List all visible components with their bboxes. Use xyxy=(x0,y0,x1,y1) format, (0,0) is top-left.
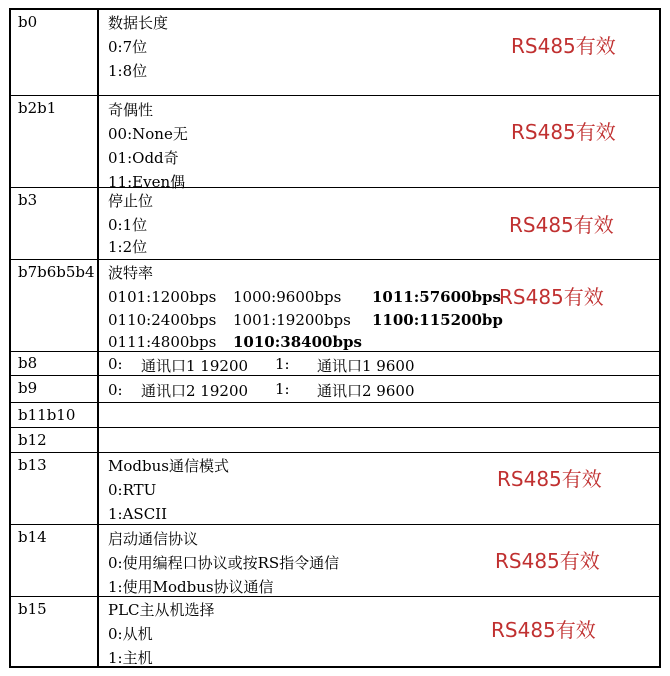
baud-option: 1010:38400bps xyxy=(233,333,362,351)
baud-option: 1011:57600bps xyxy=(372,288,501,306)
port-baud-value: 通讯口1 19200 xyxy=(141,357,249,375)
bit-description xyxy=(99,10,659,95)
bit-description xyxy=(99,428,659,452)
row-title: Modbus通信模式 xyxy=(108,457,229,475)
table-row xyxy=(11,96,659,191)
rs485-note: RS485有效 xyxy=(511,34,616,58)
table-row xyxy=(11,403,659,428)
rs485-note: RS485有效 xyxy=(491,618,596,642)
table-row xyxy=(11,352,659,376)
bit-description xyxy=(99,597,659,666)
bit-description xyxy=(99,260,659,351)
bit-key: b8 xyxy=(11,352,99,375)
row-title: 启动通信协议 xyxy=(108,530,199,548)
option-code: 0: xyxy=(108,355,123,373)
bit-key: b2b1 xyxy=(11,96,99,187)
option-line: 0:RTU xyxy=(108,481,157,499)
table-row xyxy=(11,376,659,403)
row-title: 波特率 xyxy=(108,264,154,282)
baud-option: 0110:2400bps xyxy=(108,311,217,329)
row-title: PLC主从机选择 xyxy=(108,601,215,619)
table-row xyxy=(11,10,659,96)
option-line: 01:Odd奇 xyxy=(108,149,179,167)
table-row xyxy=(11,597,659,666)
baud-option: 1100:115200bp xyxy=(372,311,503,329)
port-baud-value: 通讯口2 9600 xyxy=(317,382,415,400)
port-baud-value: 通讯口1 9600 xyxy=(317,357,415,375)
bit-key: b13 xyxy=(11,453,99,524)
option-line: 1:8位 xyxy=(108,62,148,80)
bit-description xyxy=(99,403,659,427)
option-line: 1:使用Modbus协议通信 xyxy=(108,578,274,596)
baud-option: 1000:9600bps xyxy=(233,288,342,306)
table-row xyxy=(11,188,659,260)
option-code: 0: xyxy=(108,381,123,399)
bit-key: b14 xyxy=(11,525,99,596)
bit-description xyxy=(99,96,659,191)
rs485-note: RS485有效 xyxy=(495,549,600,573)
option-line: 1:2位 xyxy=(108,238,148,256)
register-bit-table xyxy=(9,8,661,668)
rs485-note: RS485有效 xyxy=(499,285,604,309)
rs485-note: RS485有效 xyxy=(509,213,614,237)
option-line: 0:使用编程口协议或按RS指令通信 xyxy=(108,554,340,572)
rs485-note: RS485有效 xyxy=(511,120,616,144)
baud-option: 0111:4800bps xyxy=(108,333,217,351)
bit-key: b12 xyxy=(11,428,99,452)
bit-key: b7b6b5b4 xyxy=(11,260,99,351)
row-title: 奇偶性 xyxy=(108,101,154,119)
table-row xyxy=(11,428,659,453)
option-line: 0:7位 xyxy=(108,38,148,56)
bit-description xyxy=(99,453,659,524)
port-baud-value: 通讯口2 19200 xyxy=(141,382,249,400)
table-row xyxy=(11,453,659,525)
row-title: 数据长度 xyxy=(108,14,169,32)
bit-key: b3 xyxy=(11,188,99,259)
option-code: 1: xyxy=(275,355,290,373)
option-line: 1:ASCII xyxy=(108,505,168,523)
option-code: 1: xyxy=(275,380,290,398)
table-row xyxy=(11,260,659,352)
table-row xyxy=(11,525,659,597)
baud-option: 1001:19200bps xyxy=(233,311,351,329)
option-line: 11:Even偶 xyxy=(108,173,186,191)
bit-key: b9 xyxy=(11,376,99,402)
bit-description xyxy=(99,352,659,375)
option-line: 0:1位 xyxy=(108,216,148,234)
option-line: 1:主机 xyxy=(108,649,153,667)
row-title: 停止位 xyxy=(108,192,154,210)
option-line: 00:None无 xyxy=(108,125,188,143)
bit-key: b15 xyxy=(11,597,99,666)
baud-option: 0101:1200bps xyxy=(108,288,217,306)
bit-key: b0 xyxy=(11,10,99,95)
bit-description xyxy=(99,525,659,596)
bit-description xyxy=(99,188,659,259)
bit-key: b11b10 xyxy=(11,403,99,427)
bit-description xyxy=(99,376,659,402)
rs485-note: RS485有效 xyxy=(497,467,602,491)
option-line: 0:从机 xyxy=(108,625,153,643)
